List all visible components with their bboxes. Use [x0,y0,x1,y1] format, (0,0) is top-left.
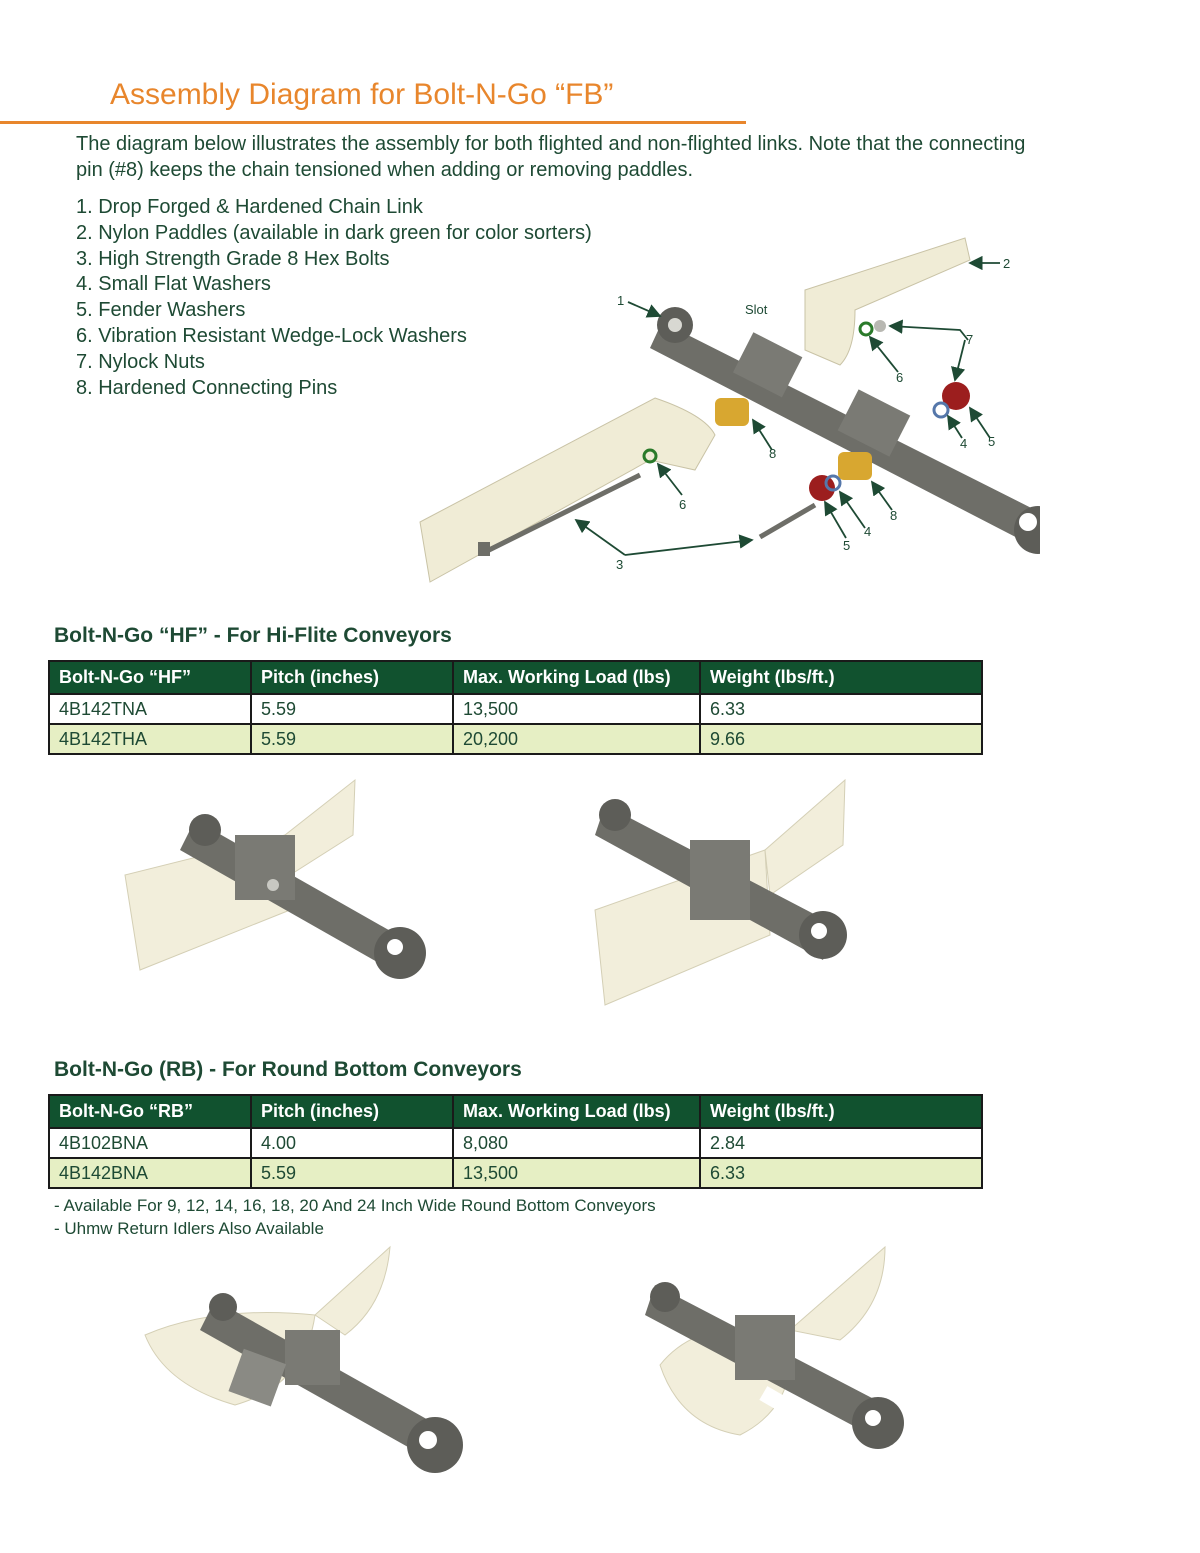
table-cell: 6.33 [700,694,982,724]
page-title: Assembly Diagram for Bolt-N-Go “FB” [110,78,614,111]
connecting-pin [715,398,749,426]
table-cell: 20,200 [453,724,700,754]
table-header-row [49,661,982,694]
small-flat-washer [934,403,948,417]
table-cell: 5.59 [251,694,453,724]
rb-section-heading: Bolt-N-Go (RB) - For Round Bottom Conveyors [54,1058,522,1081]
callout-number: 4 [864,524,872,539]
column-header: Pitch (inches) [251,1095,453,1128]
table-cell: 4B142BNA [49,1158,251,1188]
table-header-row [49,1095,982,1128]
table-row [49,694,982,724]
table-cell: 4B142TNA [49,694,251,724]
parts-list-item: 1. Drop Forged & Hardened Chain Link [76,196,423,218]
fender-washer [809,475,835,501]
hf-section-heading: Bolt-N-Go “HF” - For Hi-Flite Conveyors [54,624,452,647]
callout-number: 4 [960,436,968,451]
title-underline [0,121,746,124]
parts-list-item: 6. Vibration Resistant Wedge-Lock Washers [76,324,467,347]
hf-spec-table [48,660,983,755]
table-cell: 4.00 [251,1128,453,1158]
callout-number: 7 [966,332,974,347]
table-cell: 9.66 [700,724,982,754]
table-cell: 5.59 [251,1158,453,1188]
callout-number: 8 [769,446,777,461]
table-cell: 13,500 [453,1158,700,1188]
callout-number: 5 [843,538,851,553]
parts-list-item: 5. Fender Washers [76,299,246,322]
callout-number: 6 [679,497,687,512]
callout-number: 3 [616,557,624,572]
hex-bolt [760,505,815,537]
callout-number: 5 [988,434,996,449]
table-cell: 8,080 [453,1128,700,1158]
hf-product-image-1 [115,775,455,1015]
assembly-diagram [400,230,1040,590]
callout-number: 2 [1003,256,1011,271]
column-header: Weight (lbs/ft.) [700,661,982,694]
column-header: Weight (lbs/ft.) [700,1095,982,1128]
callout-number: 8 [890,508,898,523]
table-cell: 6.33 [700,1158,982,1188]
nylock-nut [874,320,886,332]
column-header: Pitch (inches) [251,661,453,694]
upper-nylon-paddle [805,238,970,365]
parts-list-item: 7. Nylock Nuts [76,350,205,373]
connecting-pin [838,452,872,480]
hf-product-image-2 [585,775,865,1015]
table-cell: 13,500 [453,694,700,724]
table-row [49,1128,982,1158]
callout-number: 1 [617,293,625,308]
table-cell: 4B142THA [49,724,251,754]
callout-number: 6 [896,370,904,385]
column-header: Max. Working Load (lbs) [453,1095,700,1128]
rb-note: - Available For 9, 12, 14, 16, 18, 20 And 24 Inch Wide Round Bottom Conveyors [54,1196,656,1215]
table-cell: 2.84 [700,1128,982,1158]
lower-nylon-paddle [420,398,715,582]
rb-spec-table [48,1094,983,1189]
column-header: Max. Working Load (lbs) [453,661,700,694]
table-cell: 5.59 [251,724,453,754]
parts-list-item: 2. Nylon Paddles (available in dark green for color sorters) [76,221,592,244]
column-header: Bolt-N-Go “HF” [49,661,251,694]
hex-bolt-head [478,542,490,556]
chain-end-hole [1019,513,1037,531]
column-header: Bolt-N-Go “RB” [49,1095,251,1128]
wedge-lock-washer [860,323,872,335]
rb-note: - Uhmw Return Idlers Also Available [54,1219,324,1238]
slot-label: Slot [745,302,768,317]
table-row [49,724,982,754]
parts-list-item: 4. Small Flat Washers [76,273,271,296]
intro-paragraph: The diagram below illustrates the assembly for both flighted and non-flighted links. Note that the connecting pin (#8) keeps the chain tensioned when adding or removing paddles. [76,133,1026,181]
parts-list-item: 3. High Strength Grade 8 Hex Bolts [76,247,390,270]
rb-product-image-1 [135,1245,485,1515]
chain-end-hole [668,318,682,332]
rb-product-image-2 [640,1245,910,1495]
table-cell: 4B102BNA [49,1128,251,1158]
table-row [49,1158,982,1188]
parts-list-item: 8. Hardened Connecting Pins [76,376,338,399]
